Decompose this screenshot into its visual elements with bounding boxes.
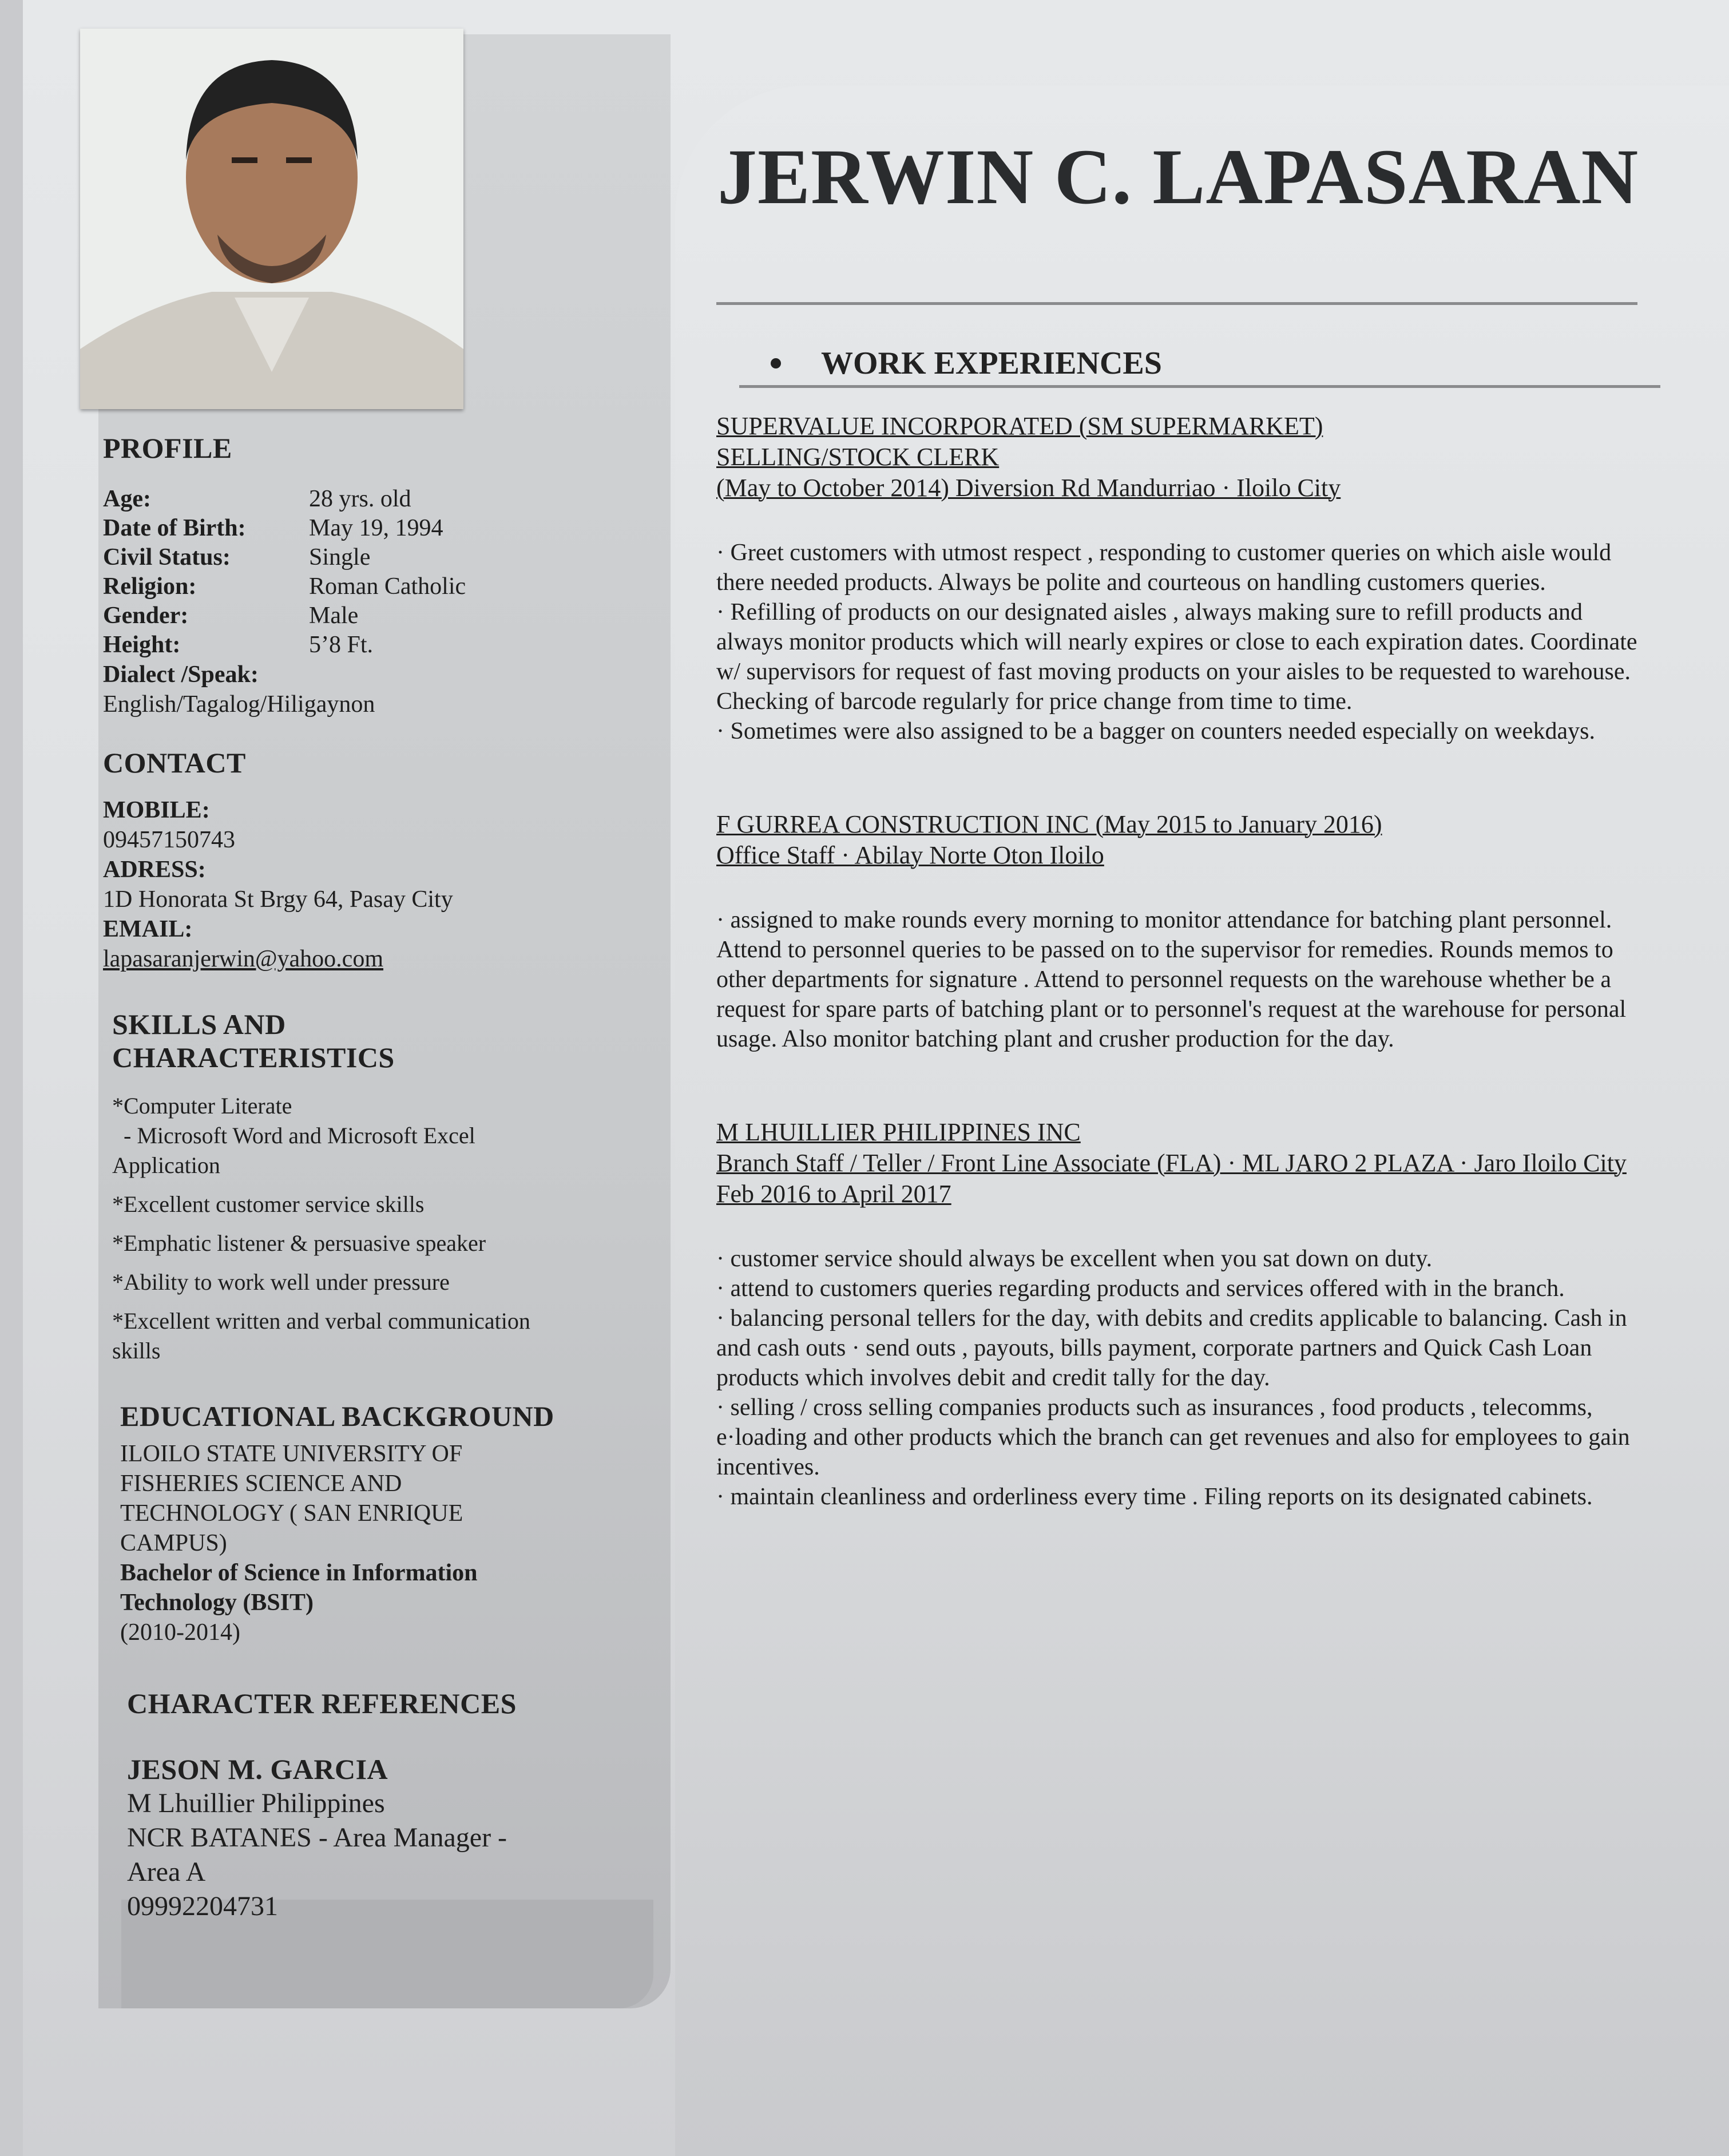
portrait-icon [80,29,463,409]
skills-heading-line2: CHARACTERISTICS [112,1041,395,1073]
profile-value: Roman Catholic [309,573,466,600]
skill-text: *Computer Literate [112,1093,292,1119]
job-company: SUPERVALUE INCORPORATED (SM SUPERMARKET) [716,412,1323,440]
contact-heading: CONTACT [103,746,246,779]
profile-row-gender [103,601,606,631]
reference-company: M Lhuillier Philippines [127,1788,385,1818]
profile-row-dob [103,514,606,543]
skill-item [112,1091,606,1180]
work-experience-title: WORK EXPERIENCES [821,346,1162,381]
job-bullet: · customer service should always be excellent when you sat down on duty. [716,1246,1433,1272]
profile-value: Single [309,544,371,570]
profile-value: Male [309,602,359,629]
reference-position: NCR BATANES - Area Manager - Area A [127,1822,507,1887]
job-title: Office Staff · Abilay Norte Oton Iloilo [716,841,1104,869]
divider [716,302,1637,305]
job-period: Feb 2016 to April 2017 [716,1180,951,1208]
job-bullet: · attend to customers queries regarding products and services offered with in the branch. [716,1275,1565,1302]
education-section [103,1400,606,1647]
job-company: F GURREA CONSTRUCTION INC (May 2015 to January 2016) [716,810,1382,838]
profile-value: May 19, 1994 [309,514,443,541]
applicant-photo [80,29,463,409]
job-company: M LHUILLIER PHILIPPINES INC [716,1118,1081,1146]
sidebar [103,432,606,1924]
profile-value: 28 yrs. old [309,485,411,512]
job-period: (May to October 2014) Diversion Rd Mandurriao · Iloilo City [716,474,1341,502]
job-description [716,1244,1643,1512]
job-bullet: · Greet customers with utmost respect , responding to customer queries on which aisle would there needed products. Always be polite and courteous on handling customers queries. [716,540,1612,596]
profile-row-civil-status [103,543,606,572]
profile-row-height [103,631,606,660]
email-label: EMAIL: [103,916,193,942]
reference-name: JESON M. GARCIA [127,1753,388,1785]
job-title: Branch Staff / Teller / Front Line Associate (FLA) · ML JARO 2 PLAZA · Jaro Iloilo City [716,1149,1627,1177]
job-bullet: · Sometimes were also assigned to be a bagger on counters needed especially on weekdays. [716,718,1595,744]
skill-subtext-cont: Application [112,1152,220,1178]
skills-section [103,1008,606,1366]
dialect-label: Dialect /Speak: [103,661,259,688]
address-label: ADRESS: [103,857,206,883]
references-section [103,1687,606,1924]
skill-item: *Excellent written and verbal communication skills [112,1308,530,1364]
education-years: (2010-2014) [120,1619,240,1646]
degree: Bachelor of Science in Information Technology (BSIT) [120,1559,478,1616]
job-bullet: · maintain cleanliness and orderliness every time . Filing reports on its designated cabinets. [716,1484,1593,1510]
job-bullet: · balancing personal tellers for the day, with debits and credits applicable to balancing. Cash in and cash outs · send outs , payouts, bills payment, corporate partners and Quick Cash Loan products which involves debit and credit tally for the day. [716,1305,1627,1391]
dialect-value: English/Tagalog/Hiligaynon [103,691,375,718]
applicant-name: JERWIN C. LAPASARAN [717,133,1639,220]
skill-item: *Emphatic listener & persuasive speaker [112,1230,486,1256]
profile-label: Age: [103,485,151,512]
skill-subtext: - Microsoft Word and Microsoft Excel [124,1123,475,1148]
job-bullet: · assigned to make rounds every morning to monitor attendance for batching plant personnel. Attend to personnel queries to be passed on to the supervisor for remedies. Rounds memos to other departments for signature . Attend to personnel requests on the warehouse whether be a request for spare parts of batching plant or to personnel's request at the warehouse for personal usage. Also monitor batching plant and crusher production for the day. [716,907,1627,1052]
profile-label: Civil Status: [103,544,231,570]
job-entry [716,1117,1643,1512]
bullet-icon [771,358,781,368]
profile-label: Height: [103,631,181,658]
mobile-label: MOBILE: [103,797,210,823]
job-bullet: · Refilling of products on our designated aisles , always making sure to refill products and always monitor products which will nearly expires or close to each expiration dates. Coordinate w/ supervisors for request of fast moving products on your aisles to be requested to warehouse. Checking of barcode regularly for price change from time to time. [716,599,1637,715]
education-heading: EDUCATIONAL BACKGROUND [120,1400,554,1432]
main-content [716,133,1643,1512]
references-heading: CHARACTER REFERENCES [127,1687,517,1719]
mobile-number: 09457150743 [103,827,235,853]
skills-heading-line1: SKILLS AND [112,1008,286,1040]
job-title: SELLING/STOCK CLERK [716,443,1000,471]
address-value: 1D Honorata St Brgy 64, Pasay City [103,886,453,913]
skill-item: *Ability to work well under pressure [112,1269,450,1295]
job-description [716,905,1643,1054]
job-bullet: · selling / cross selling companies products such as insurances , food products , telecomms, e·loading and other products which the branch can get revenues and also for employees to gain incentives. [716,1394,1630,1480]
profile-heading: PROFILE [103,432,232,464]
profile-row-age [103,485,606,514]
skill-item: *Excellent customer service skills [112,1191,425,1217]
profile-label: Gender: [103,602,189,629]
contact-section [103,747,606,974]
email-link[interactable]: lapasaranjerwin@yahoo.com [103,946,383,972]
job-entry [716,809,1643,1054]
work-experience-heading [716,345,1643,382]
divider [739,385,1660,388]
profile-label: Religion: [103,573,197,600]
school-name: ILOILO STATE UNIVERSITY OF FISHERIES SCIENCE AND TECHNOLOGY ( SAN ENRIQUE CAMPUS) [120,1440,463,1556]
profile-row-religion [103,572,606,601]
profile-label: Date of Birth: [103,514,246,541]
profile-value: 5’8 Ft. [309,631,374,658]
job-entry [716,411,1643,746]
reference-phone: 09992204731 [127,1891,278,1921]
profile-section [103,432,606,719]
job-description [716,538,1643,746]
